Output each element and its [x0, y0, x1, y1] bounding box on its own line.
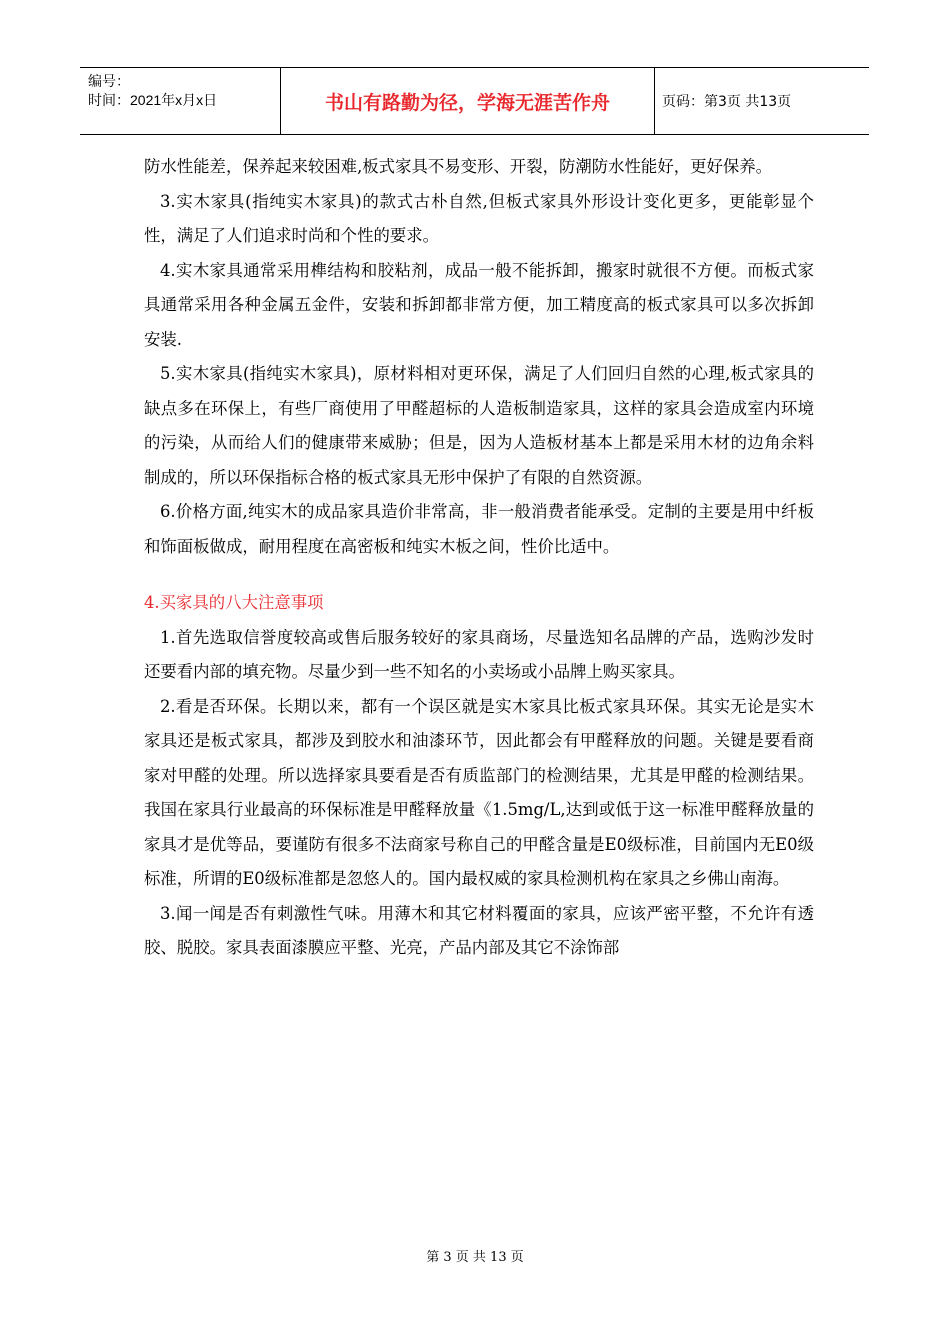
paragraph-6: 6.价格方面,纯实木的成品家具造价非常高，非一般消费者能承受。定制的主要是用中纤板和饰面板做成，耐用程度在高密板和纯实木板之间，性价比适中。: [144, 502, 814, 556]
header-motto: 书山有路勤为径，学海无涯苦作舟: [281, 68, 655, 134]
page-footer: 第 3 页 共 13 页: [426, 1250, 524, 1265]
paragraph-3: 3.实木家具(指纯实木家具)的款式古朴自然,但板式家具外形设计变化更多，更能彰显个性，满足了人们追求时尚和个性的要求。: [144, 191, 814, 245]
paragraph-4: 4.实木家具通常采用榫结构和胶粘剂，成品一般不能拆卸，搬家时就很不方便。而板式家具通常采用各种金属五金件，安装和拆卸都非常方便，加工精度高的板式家具可以多次拆卸安装.: [144, 260, 814, 349]
date-label: 时间：2021年x月x日: [88, 92, 218, 108]
section-item-3: 3.闻一闻是否有刺激性气味。用薄木和其它材料覆面的家具，应该严密平整，不允许有透胶、脱胶。家具表面漆膜应平整、光亮，产品内部及其它不涂饰部: [144, 903, 814, 957]
section-heading: 4.买家具的八大注意事项: [144, 593, 324, 612]
section-item-2: 2.看是否环保。长期以来，都有一个误区就是实木家具比板式家具环保。其实无论是实木家具还是板式家具，都涉及到胶水和油漆环节，因此都会有甲醛释放的问题。关键是要看商家对甲醛的处理。所以选择家具要看是否有质监部门的检测结果，尤其是甲醛的检测结果。我国在家具行业最高的环保标准是甲醛释放量《1.5mg/L,达到或低于这一标准甲醛释放量的家具才是优等品，要谨防有很多不法商家号称自己的甲醛含量是E0级标准，目前国内无E0级标准，所谓的E0级标准都是忽悠人的。国内最权威的家具检测机构在家具之乡佛山南海。: [144, 696, 814, 888]
paragraph-continued: 防水性能差，保养起来较困难,板式家具不易变形、开裂，防潮防水性能好，更好保养。: [144, 157, 773, 176]
header-page-info: 页码：第3页 共13页: [662, 94, 792, 110]
page-header: [80, 67, 869, 135]
header-meta: [80, 68, 281, 134]
section-item-1: 1.首先选取信誉度较高或售后服务较好的家具商场，尽量选知名品牌的产品，选购沙发时还要看内部的填充物。尽量少到一些不知名的小卖场或小品牌上购买家具。: [144, 627, 814, 681]
number-label: 编号：: [88, 73, 130, 89]
document-body: [144, 150, 814, 966]
paragraph-5: 5.实木家具(指纯实木家具)，原材料相对更环保，满足了人们回归自然的心理,板式家具的缺点多在环保上，有些厂商使用了甲醛超标的人造板制造家具，这样的家具会造成室内环境的污染，从而给人们的健康带来威胁；但是，因为人造板材基本上都是采用木材的边角余料制成的，所以环保指标合格的板式家具无形中保护了有限的自然资源。: [144, 364, 814, 487]
